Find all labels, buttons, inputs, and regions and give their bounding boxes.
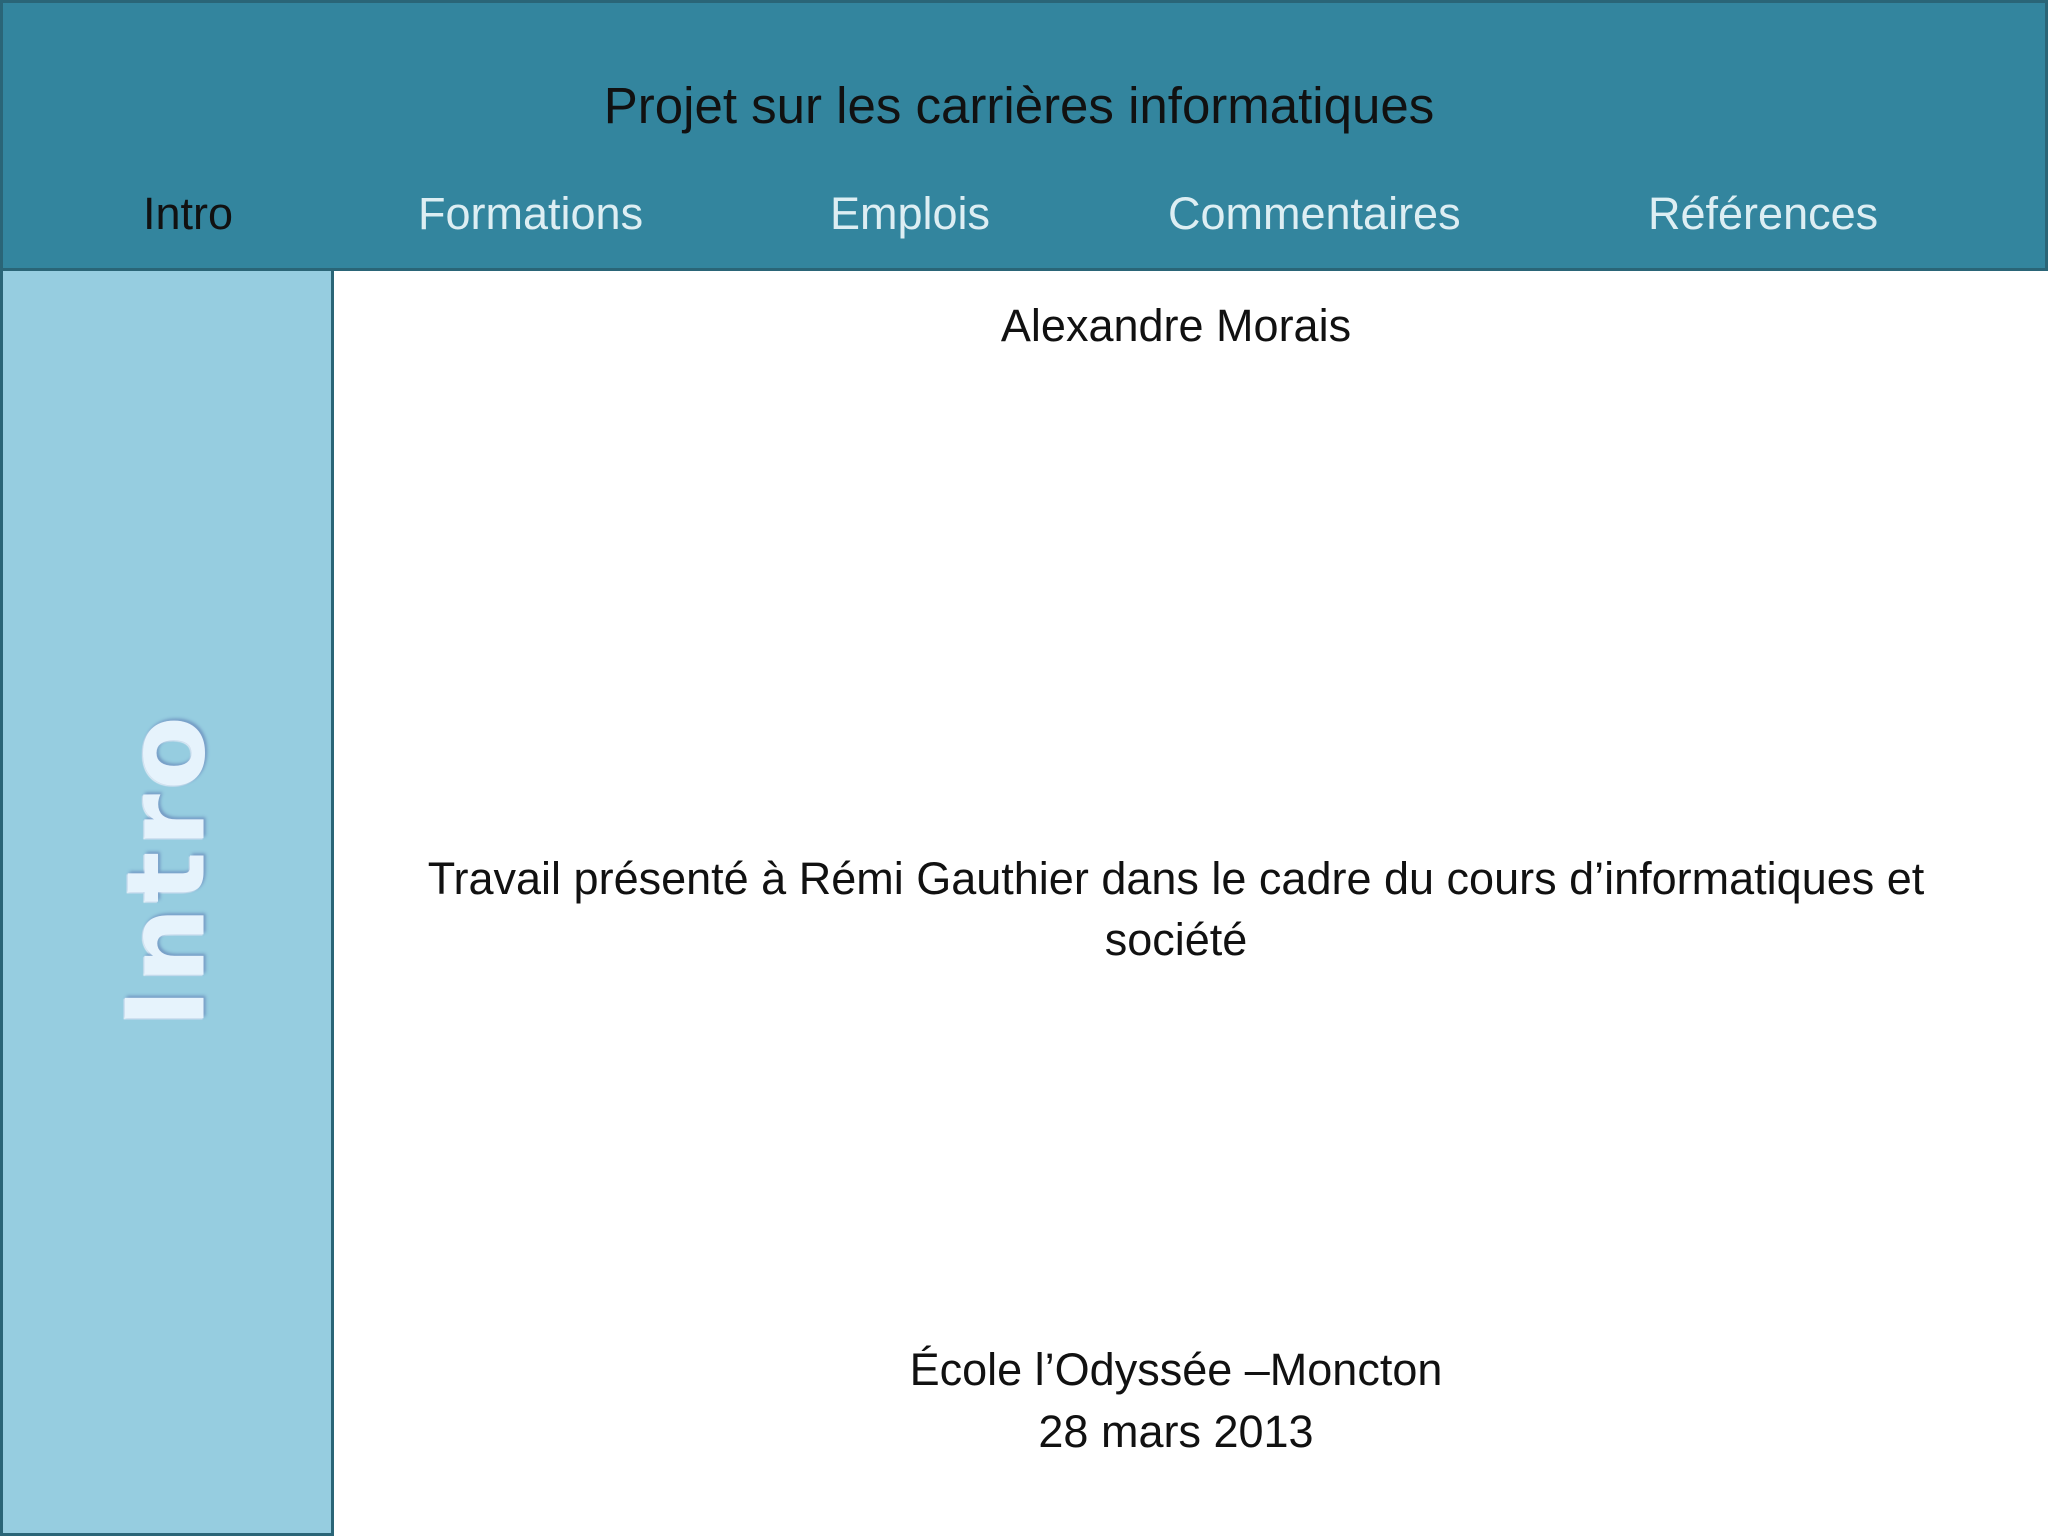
header-bar <box>0 0 2048 271</box>
presentation-date: 28 mars 2013 <box>1038 1406 1314 1457</box>
presentation-title: Projet sur les carrières informatiques <box>603 77 1435 134</box>
nav-tab-commentaires[interactable]: Commentaires <box>1168 188 1461 239</box>
nav-tab-references[interactable]: Références <box>1648 188 1879 239</box>
description-line-2: société <box>1104 914 1248 965</box>
nav-tab-intro[interactable]: Intro <box>143 188 234 239</box>
slide-content <box>334 271 2048 1536</box>
sidebar-section-label: Intro <box>104 711 230 1029</box>
nav-tab-formations[interactable]: Formations <box>418 188 644 239</box>
school-name: École l’Odyssée –Moncton <box>909 1344 1443 1395</box>
description-line-1: Travail présenté à Rémi Gauthier dans le cadre du cours d’informatiques et <box>427 853 1925 904</box>
nav-tab-emplois[interactable]: Emplois <box>830 188 991 239</box>
author-name: Alexandre Morais <box>1000 300 1352 351</box>
